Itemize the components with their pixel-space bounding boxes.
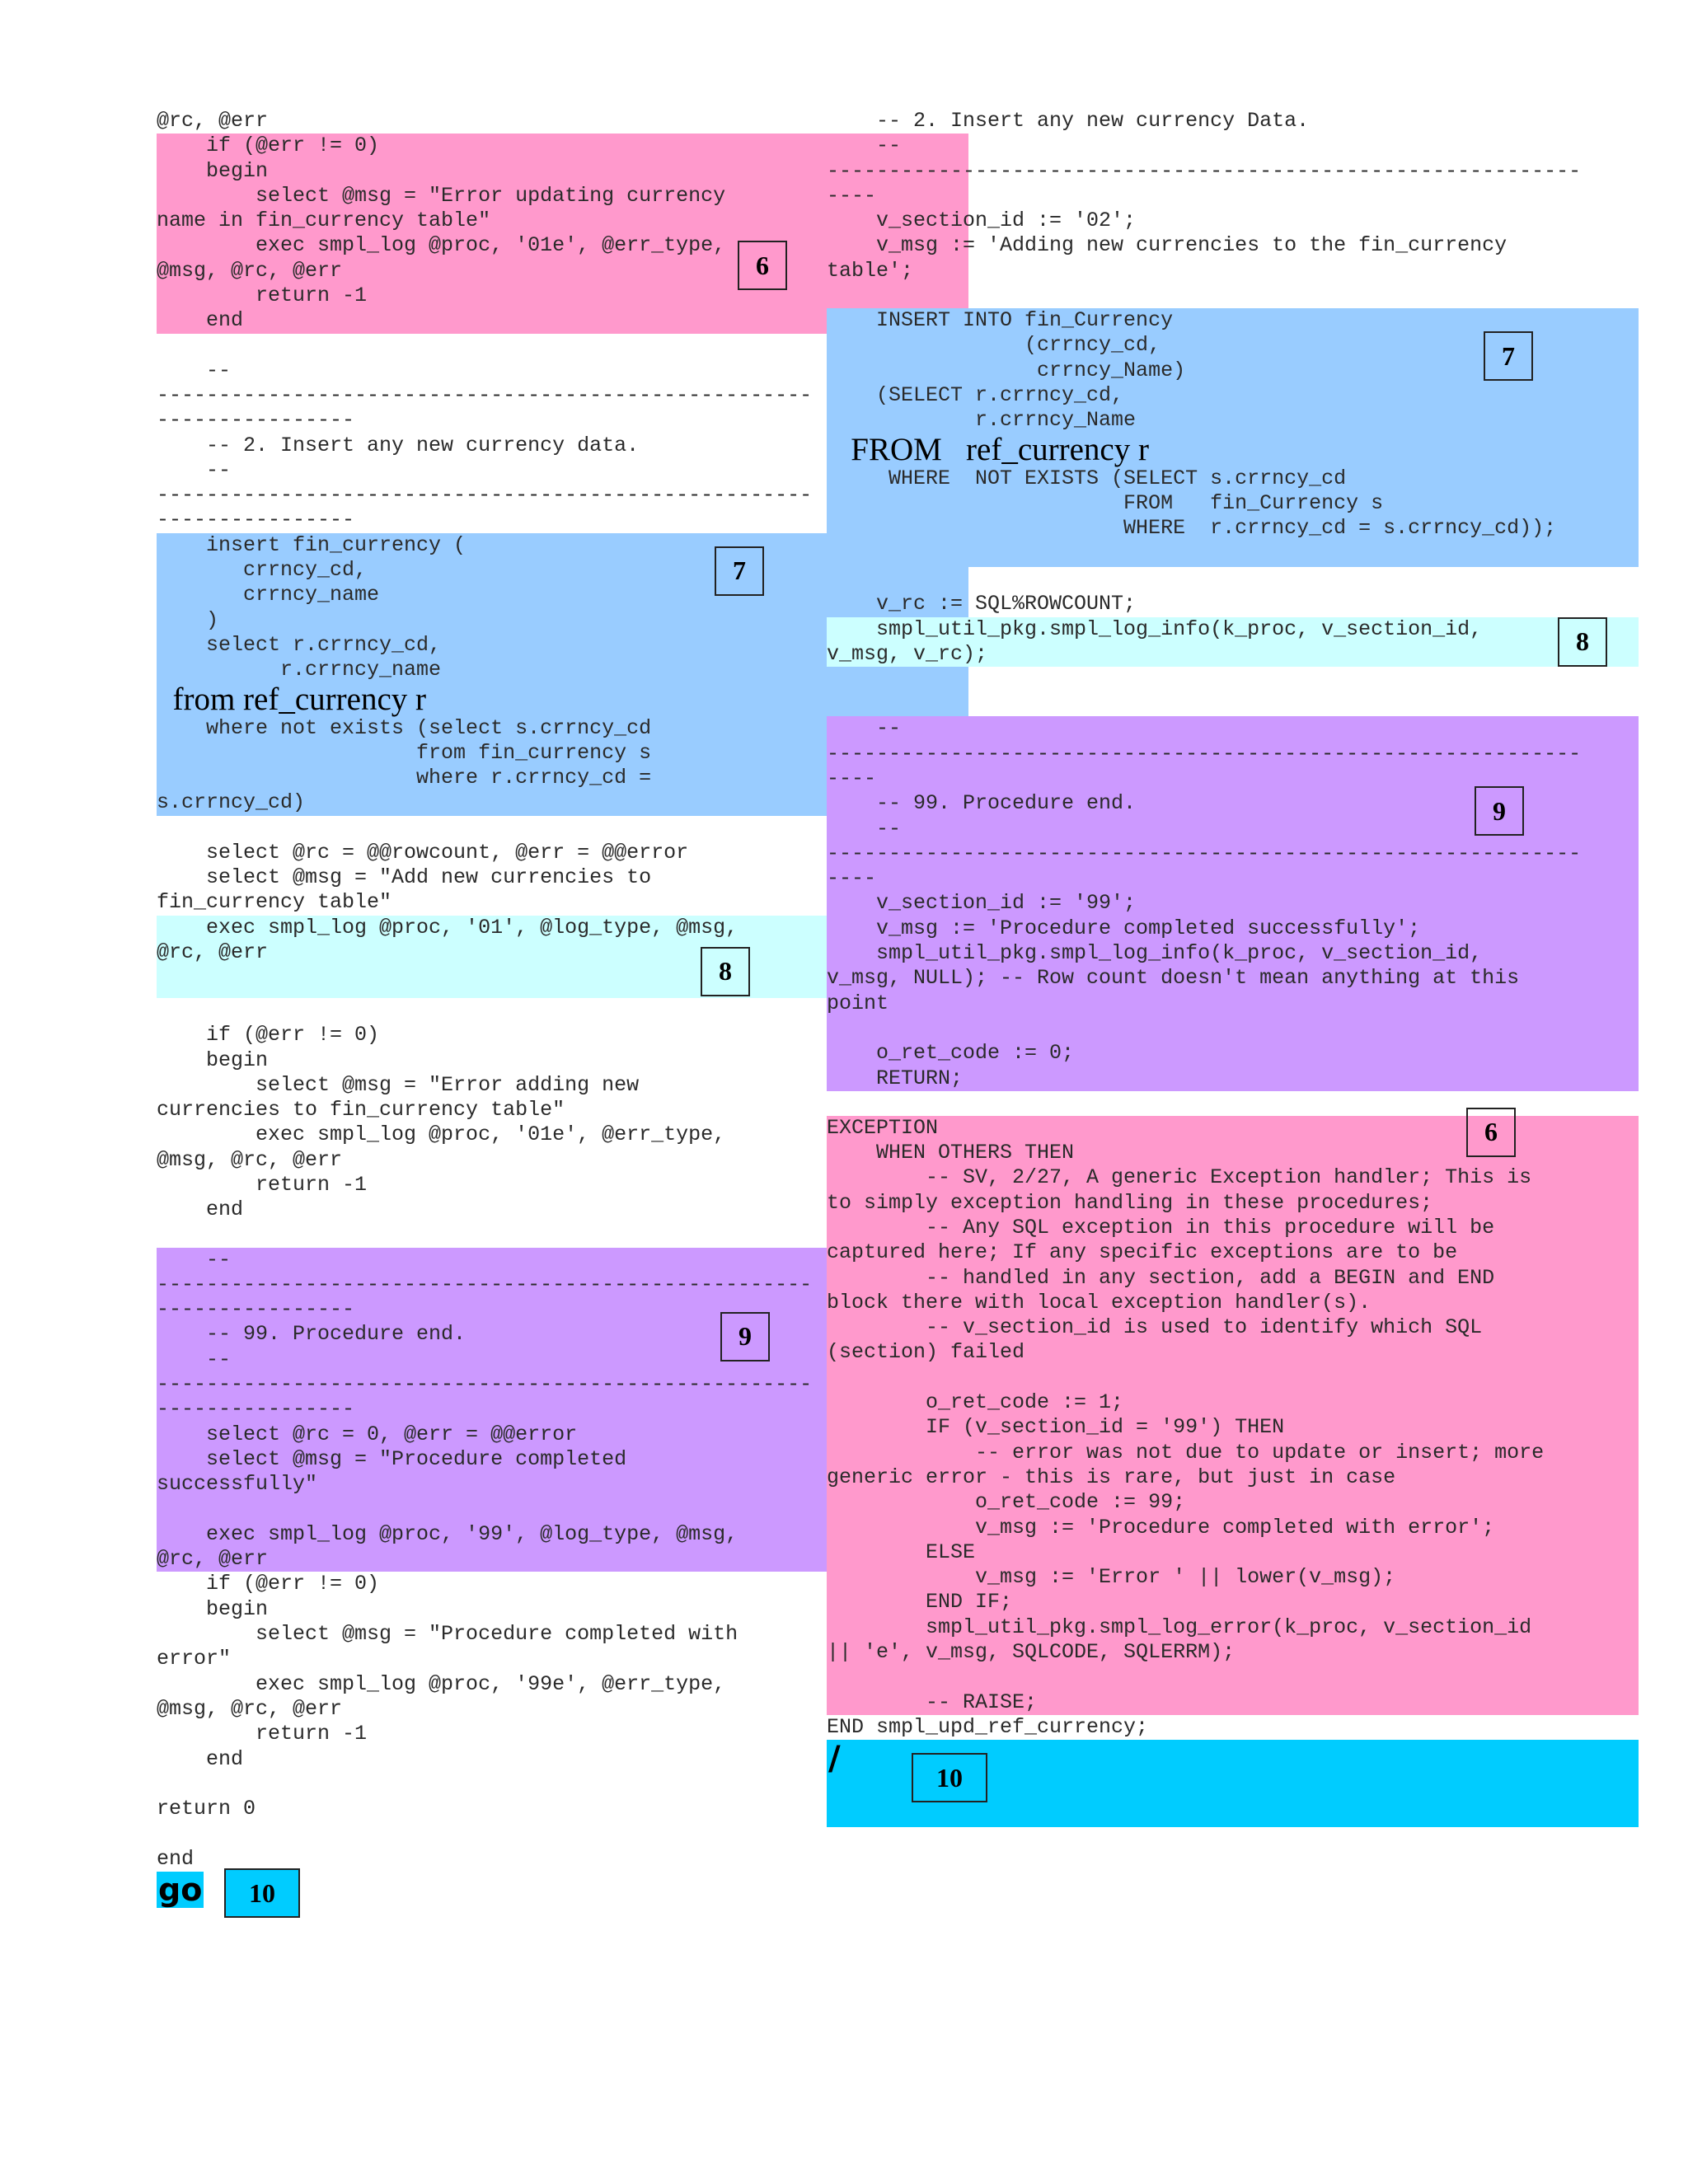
slash-terminator: /: [828, 1740, 841, 1779]
left-select-rowcount: select @rc = @@rowcount, @err = @@error select @msg = "Add new currencies to fin_currency table": [157, 840, 689, 915]
right-code-column: [827, 109, 1639, 1827]
marker-8-right: 8: [1558, 617, 1607, 667]
left-error-adding-code: if (@err != 0) begin select @msg = "Error adding new currencies to fin_currency table" exec smpl_log @proc, '01e', @err_type, @msg, @rc, @err return -1 end: [157, 1023, 726, 1222]
left-log-code: exec smpl_log @proc, '01', @log_type, @msg, @rc, @err: [157, 915, 738, 964]
left-insert-code-a: insert fin_currency ( crrncy_cd, crrncy_name ) select r.crrncy_cd, r.crrncy_name: [206, 532, 467, 682]
go-keyword: go: [158, 1872, 203, 1908]
right-exception-code: EXCEPTION WHEN OTHERS THEN -- SV, 2/27, A generic Exception handler; This is to simply exception handling in these procedures; -- Any SQL exception in this procedure will be captured here; If any specific exceptions are to be -- handled in any section, add a BEGIN and END block there with local exception handler(s). -- v_section_id is used to identify which SQL (section) failed o_ret_code := 1; IF (v_section_id = '99') THEN -- error was not due to update or insert; more generic error - this is rare, but just in case o_ret_code := 99; v_msg := 'Procedure completed with error'; ELSE v_msg := 'Error ' || lower(v_msg); END IF; smpl_util_pkg.smpl_log_error(k_proc, v_section_id || 'e', v_msg, SQLCODE, SQLERRM); -- RAISE;: [827, 1115, 1545, 1714]
marker-9-left: 9: [720, 1312, 770, 1361]
marker-6-right: 6: [1466, 1108, 1516, 1157]
left-final-code: if (@err != 0) begin select @msg = "Procedure completed with error" exec smpl_log @proc, '99e', @err_type, @msg, @rc, @err return -1 end return 0 end: [157, 1572, 738, 1871]
right-log-block: [827, 617, 1639, 668]
left-go-row: [157, 1872, 968, 1921]
right-insert-code-b: WHERE NOT EXISTS (SELECT s.crrncy_cd FROM fin_Currency s WHERE r.crrncy_cd = s.crrncy_cd));: [889, 466, 1557, 541]
right-insert-block: [827, 308, 1639, 567]
right-insert-code-a: INSERT INTO fin_Currency (crrncy_cd, crrncy_Name) (SELECT r.crrncy_cd, r.crrncy_Name: [876, 308, 1186, 433]
marker-6-left: 6: [738, 241, 787, 290]
left-insert-code-b: where not exists (select s.crrncy_cd from fin_currency s where r.crrncy_cd = s.crrncy_cd): [157, 715, 652, 815]
marker-9-right: 9: [1475, 786, 1524, 836]
right-log-code: smpl_util_pkg.smpl_log_info(k_proc, v_section_id, v_msg, v_rc);: [827, 616, 1483, 667]
left-error-update-code: if (@err != 0) begin select @msg = "Error updating currency name in fin_currency table" exec smpl_log @proc, '01e', @err_type, @msg, @rc, @err return -1 end: [157, 134, 726, 333]
right-rowcount: v_rc := SQL%ROWCOUNT;: [827, 592, 1137, 616]
right-exception-block: [827, 1116, 1639, 1715]
right-procedure-end-block: [827, 716, 1639, 1090]
marker-10-right: 10: [912, 1753, 987, 1802]
left-from-clause: from ref_currency r: [157, 681, 426, 717]
left-procedure-end-code: -- ----------------------------------------------------- ---------------- -- 99. Procedure end. -- ----------------------------------------------------- ---------------- select @rc = 0, @err = @@error select @msg = "Procedure completed successfully" exec smpl_log @proc, '99', @log_type, @msg, @rc, @err: [157, 1247, 813, 1572]
right-lead-code: -- 2. Insert any new currency Data. -- ------------------------------------------------------------- ---- v_section_id := '02'; v_msg := 'Adding new currencies to the fin_currency table';: [827, 109, 1582, 283]
right-slash-block: [827, 1740, 1639, 1827]
marker-8-left: 8: [701, 947, 750, 996]
right-procedure-end-code: -- ------------------------------------------------------------- ---- -- 99. Procedure end. -- ------------------------------------------------------------- ---- v_section_id := '99'; v_msg := 'Procedure completed successfully'; smpl_util_pkg.smpl_log_info(k_proc, v_section_id, v_msg, NULL); -- Row count doesn't mean anything at this point o_ret_code := 0; RETURN;: [827, 716, 1582, 1090]
marker-7-right: 7: [1484, 331, 1533, 381]
marker-7-left: 7: [715, 546, 764, 596]
left-section-2-header: -- ----------------------------------------------------- ---------------- -- 2. Insert any new currency data. -- ----------------------------------------------------- ----------------: [157, 358, 813, 532]
left-lead-line: @rc, @err: [157, 109, 269, 133]
marker-10-left: 10: [224, 1868, 300, 1918]
right-end-line: END smpl_upd_ref_currency;: [827, 1714, 1149, 1739]
right-from-clause: FROM ref_currency r: [827, 431, 1149, 467]
